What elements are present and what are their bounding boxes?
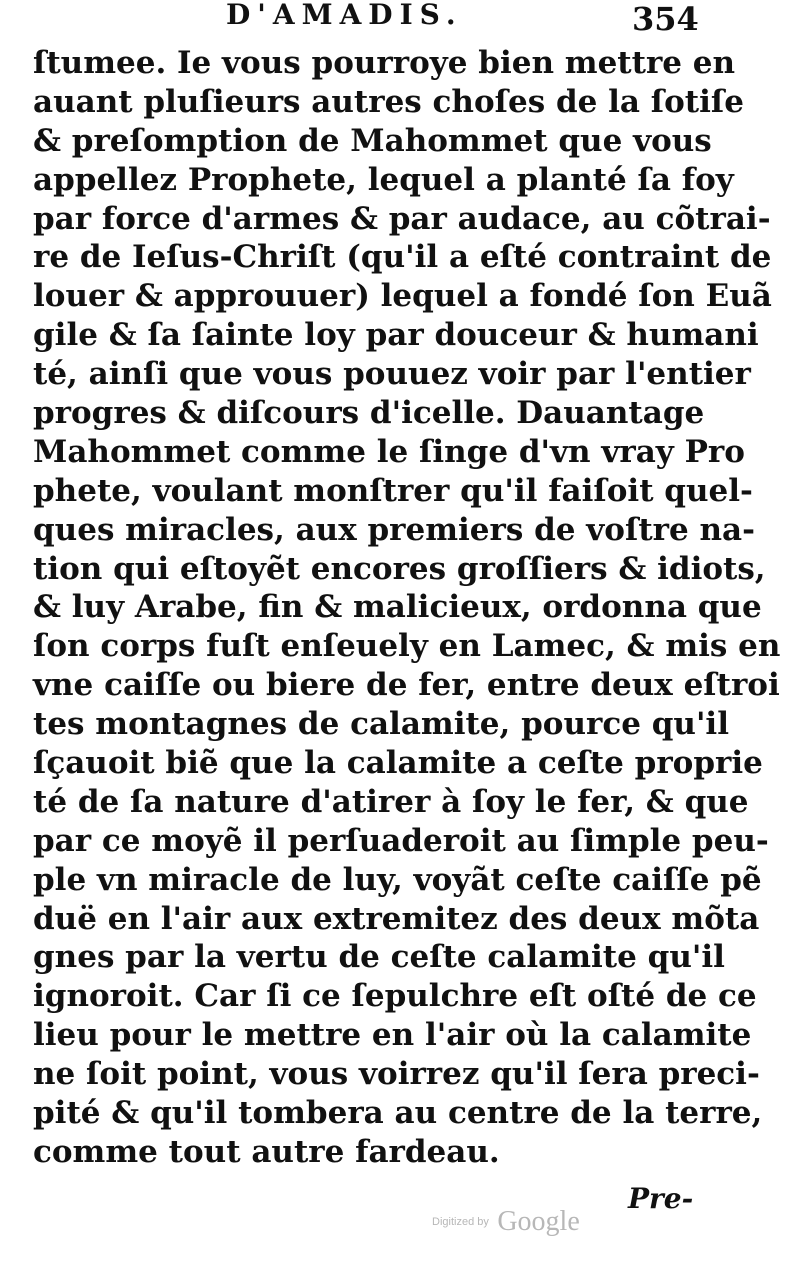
- text-line: re de Ieſus-Chriſt (qu'il a eſté contraint de: [33, 239, 772, 276]
- text-line: ne ſoit point, vous voirrez qu'il ſera preci-: [33, 1056, 760, 1093]
- text-line: ſçauoit biẽ que la calamite a ceſte proprie: [33, 745, 763, 782]
- text-line: tes montagnes de calamite, pource qu'il: [33, 706, 729, 743]
- text-line: Mahommet comme le ſinge d'vn vray Pro: [33, 433, 745, 470]
- google-logo: Google: [497, 1206, 580, 1237]
- text-line: ignoroit. Car ſi ce ſepulchre eſt oſté de ce: [33, 978, 757, 1015]
- text-line: pité & qu'il tombera au centre de la terre,: [33, 1095, 763, 1132]
- text-line: auant pluſieurs autres choſes de la ſotiſe: [33, 83, 744, 120]
- text-line: gile & ſa ſainte loy par douceur & humani: [33, 317, 759, 354]
- text-line: appellez Prophete, lequel a planté ſa foy: [33, 161, 734, 198]
- text-line: duë en l'air aux extremitez des deux mõta: [33, 900, 760, 937]
- text-line: vne caiſſe ou biere de fer, entre deux eſtroi: [33, 667, 780, 704]
- text-line: ple vn miracle de luy, voyãt ceſte caiſſe pẽ: [33, 861, 762, 898]
- text-line: té, ainſi que vous pouuez voir par l'entier: [33, 356, 751, 393]
- text-line: louer & approuuer) lequel a fondé ſon Euã: [33, 278, 772, 315]
- page-header: [0, 0, 804, 44]
- text-line: lieu pour le mettre en l'air où la calamite: [33, 1017, 752, 1054]
- text-line: & preſomption de Mahommet que vous: [33, 122, 712, 159]
- text-line: par ce moyẽ il perſuaderoit au ſimple peu-: [33, 822, 769, 859]
- text-line: par force d'armes & par audace, au cõtrai-: [33, 200, 771, 237]
- body-text: [33, 44, 781, 1172]
- text-line: tion qui eſtoyẽt encores groſſiers & idiots,: [33, 550, 766, 587]
- watermark-prefix: Digitized by: [432, 1216, 489, 1228]
- text-line: ſtumee. Ie vous pourroye bien mettre en: [33, 45, 736, 81]
- text-line-last: comme tout autre fardeau.: [33, 1133, 500, 1170]
- text-line: & luy Arabe, fin & malicieux, ordonna que: [33, 589, 762, 626]
- text-line: ſon corps fuſt enſeuely en Lamec, & mis en: [33, 628, 781, 665]
- running-title: D'AMADIS.: [226, 0, 463, 31]
- text-line: phete, voulant monſtrer qu'il faiſoit quel-: [33, 472, 753, 509]
- page-number: 354: [632, 0, 699, 38]
- text-line: té de ſa nature d'atirer à ſoy le fer, & que: [33, 783, 749, 820]
- digitized-watermark: [432, 1206, 580, 1238]
- text-line: progres & diſcours d'icelle. Dauantage: [33, 395, 705, 432]
- catchword: Pre-: [628, 1182, 694, 1215]
- text-line: gnes par la vertu de ceſte calamite qu'il: [33, 939, 725, 976]
- text-line: ques miracles, aux premiers de voſtre na-: [33, 511, 755, 548]
